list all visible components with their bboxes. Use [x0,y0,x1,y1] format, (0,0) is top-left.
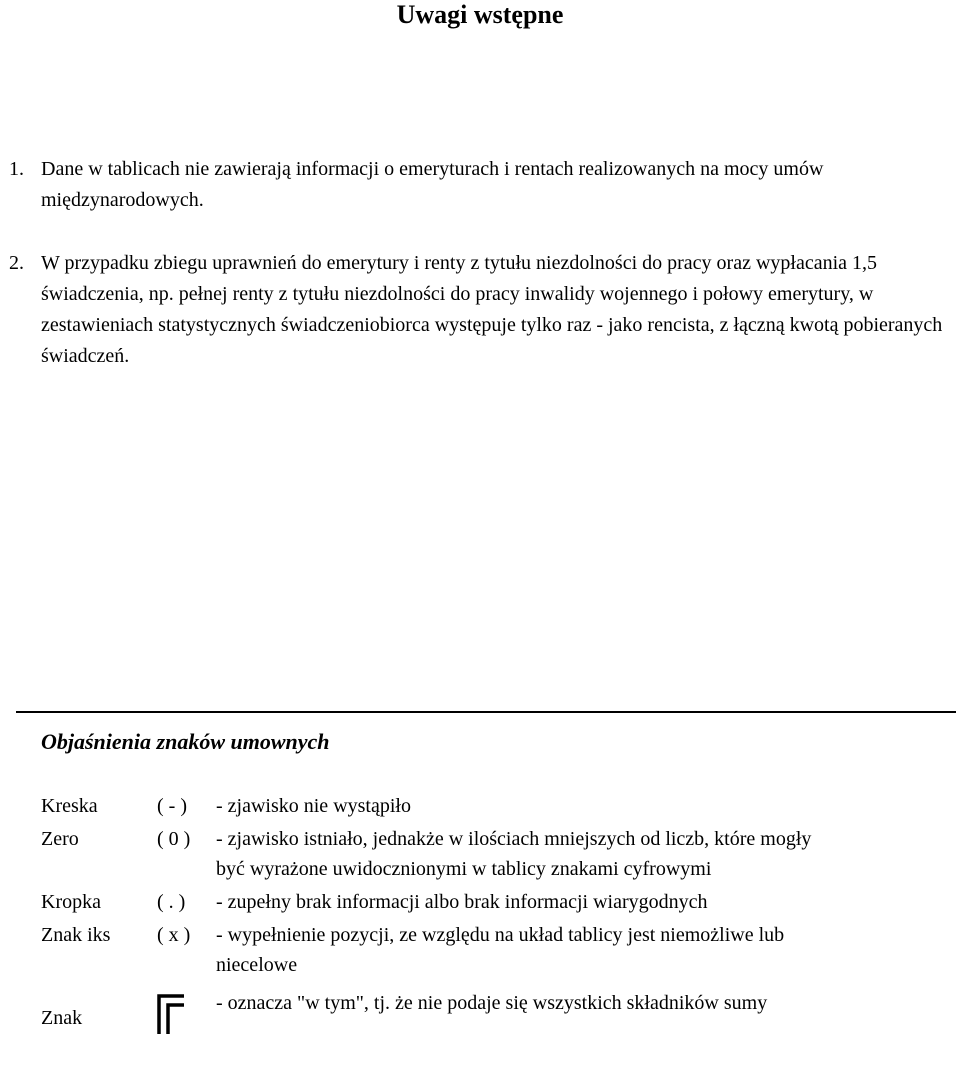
legend-sign-name: Znak iks [41,924,111,946]
legend-row [0,791,960,821]
note-text: W przypadku zbiegu uprawnień do emerytury i renty z tytułu niezdolności do pracy oraz wypłacania 1,5 świadczenia, np. pełnej renty z tytułu niezdolności do pracy inwalidy wojennego i połowy emerytury, w zestawieniach statystycznych świadczeniobiorca występuje tylko raz - jako rencista, z łączną kwotą pobieranych świadczeń. [41,252,943,367]
legend-sign-symbol: ( 0 ) [157,828,191,850]
legend-title: Objaśnienia znaków umownych [41,729,330,754]
legend-sign-description: - zjawisko nie wystąpiło [216,795,411,817]
note-number: 2. [9,252,24,274]
in-which-sign-icon [157,994,185,1043]
section-divider [16,711,956,713]
legend-row [0,920,960,980]
note-text: Dane w tablicach nie zawierają informacji o emeryturach i rentach realizowanych na mocy umów międzynarodowych. [41,158,824,211]
legend-sign-description: - wypełnienie pozycji, ze względu na układ tablicy jest niemożliwe lub niecelowe [216,924,785,976]
legend-sign-symbol: ( - ) [157,795,187,817]
legend-sign-name: Kreska [41,795,98,817]
legend-sign-symbol: ( x ) [157,924,191,946]
note-item [0,248,960,372]
page-title: Uwagi wstępne [396,0,564,29]
legend-sign-name: Znak [41,1007,83,1029]
legend-row [0,988,960,1048]
legend-row [0,887,960,917]
legend-sign-description: - oznacza "w tym", tj. że nie podaje się wszystkich składników sumy [216,992,768,1014]
legend-table [0,791,960,1051]
legend-sign-description: - zupełny brak informacji albo brak informacji wiarygodnych [216,891,708,913]
legend-sign-description: - zjawisko istniało, jednakże w ilościach mniejszych od liczb, które mogły być wyrażone uwidocznionymi w tablicy znakami cyfrowymi [216,828,812,880]
notes-list [0,154,960,404]
legend-row [0,824,960,884]
legend-sign-name: Kropka [41,891,101,913]
legend-sign-name: Zero [41,828,79,850]
note-number: 1. [9,158,24,180]
legend-sign-symbol: ( . ) [157,891,186,913]
note-item [0,154,960,216]
